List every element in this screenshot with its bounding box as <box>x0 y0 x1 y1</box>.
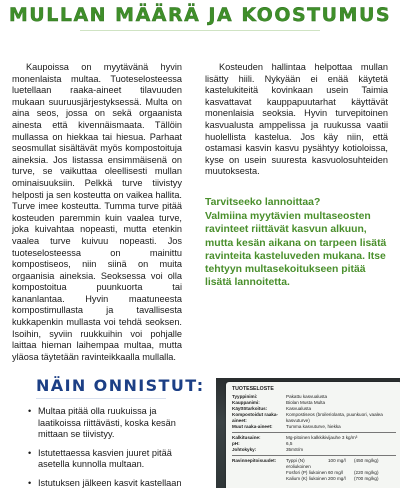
label-row: Johtokyky: 35mS/m <box>232 447 304 452</box>
nutrient-table <box>232 458 396 482</box>
title-divider <box>80 30 320 31</box>
callout-body: Valmiina myytävien multaseosten ravinteet riittävät kasvun alkuun, mutta kesän aikana on tarpeen lisätä ravinteita kasteluveden mukana. Itse tehtyyn multasekoitukseen pitää lisätä lannoitetta. <box>205 211 387 289</box>
product-label-photo <box>216 378 400 488</box>
howto-item: • Istutettaessa kasvien juuret pitää asetella kunnolla multaan. <box>28 448 200 471</box>
nutrient-row: Kalium (K) liukoinen 200 mg/l (700 mg/kg) <box>286 476 379 481</box>
label-divider <box>232 455 396 456</box>
callout-question: Tarvitseeko lannoittaa? <box>205 197 321 208</box>
label-row: Tyyppinimi: Pakattu kasvualusta <box>232 394 328 399</box>
howto-item: • Istutuksen jälkeen kasvit kastellaan <box>28 478 200 490</box>
howto-divider <box>36 398 166 399</box>
nutrient-row: Typpi (N) eroliukoinen 100 mg/l (450 mg/kg) <box>286 458 379 469</box>
article-right-column: Kosteuden hallintaa helpottaa mullan lisätty hiili. Nykyään ei enää käytetä kastelukiteitä kovinkaan usein Taimia kasvattavat kauppapuutarhat käyttävät monenlaisia seoksia. Hyvin turvepitoinen kasvualusta amppelissa ja ruukussa vaatii huolellista kastelua. Jos käy niin, että ostamasi kasvin kasvu pysähtyy kotioloissa, kyse on usein suuresta kasvuolosuhteiden muutoksesta. <box>205 62 388 177</box>
label-row: Kauppanimi: Biolan Musta Multa <box>232 400 326 405</box>
howto-list <box>28 406 200 497</box>
label-row: pH: 6,5 <box>232 441 293 446</box>
label-row: Käyttötarkoitus: Kasvualusta <box>232 406 312 411</box>
product-label-heading: TUOTESELOSTE <box>232 386 274 392</box>
label-row: Kompostoidut raaka-aineet: Kompostiseos (broileriolanta, puunkuori, vaalea kasvuturve) <box>232 412 383 423</box>
label-row: Kalkitusaine: Mg-pitoinen kalkkikivijauhe 3 kg/m³ <box>232 435 358 440</box>
label-row: Muut raaka-aineet: Tumma kasvuturve, hiekka <box>232 424 341 429</box>
howto-item: • Multaa pitää olla ruukuissa ja laatikoissa riittävästi, koska kesän mittaan se tiivistyy. <box>28 406 200 441</box>
article-title: MULLAN MÄÄRÄ JA KOOSTUMUS <box>8 4 392 26</box>
fertilizer-callout <box>205 196 391 289</box>
nutrient-row: Fosfori (P) liukoinen 60 mg/l (220 mg/kg) <box>286 470 379 475</box>
product-label <box>226 382 400 488</box>
article-left-column: Kaupoissa on myytävänä hyvin monenlaista multaa. Tuoteselosteessa luetellaan raaka-aineet tilavuuden mukaan suuruusjärjestyksessä. Multa on aina seos, jossa on sekä orgaanista ainesta että kivennäismaata. Tällöin mullassa on hiekkaa tai hiesua. Parhaat seosmullat sisältävät myös kompostoituja aineksia. Jos listassa ensimmäisenä on turve, se vaikuttaa oleellisesti mullan ominaisuuksiin. Pelkkä turve tiivistyy helposti ja sen kosteutta on vaikea hallita. Turve imee kosteutta. Tumma turve pitää kosteuden paremmin kuin vaalea turve, joka kuivahtaa nopeasti, mutta etenkin vaalea turve kuivuu nopeasti. Jos tuoteselosteessa on mainittu kompostiseos, niin siinä on muita orgaanisia aineksia. Seoksessa voi olla kompostoitua puunkuorta tai kananlantaa. Hyvin maatuneesta kompostimullasta ja tavallisesta kukkapenkin mullasta voi tehdä seoksen. Isoihin, syviin ruukkuihin voi pohjalle laittaa hieman laihempaa multaa, mutta yläosa täytetään ravinteikkaalla mullalla. <box>12 62 182 362</box>
howto-title: NÄIN ONNISTUT: <box>36 376 205 395</box>
nutrient-label: Ravinnepitoisuudet: <box>232 458 277 463</box>
label-divider <box>232 432 396 433</box>
